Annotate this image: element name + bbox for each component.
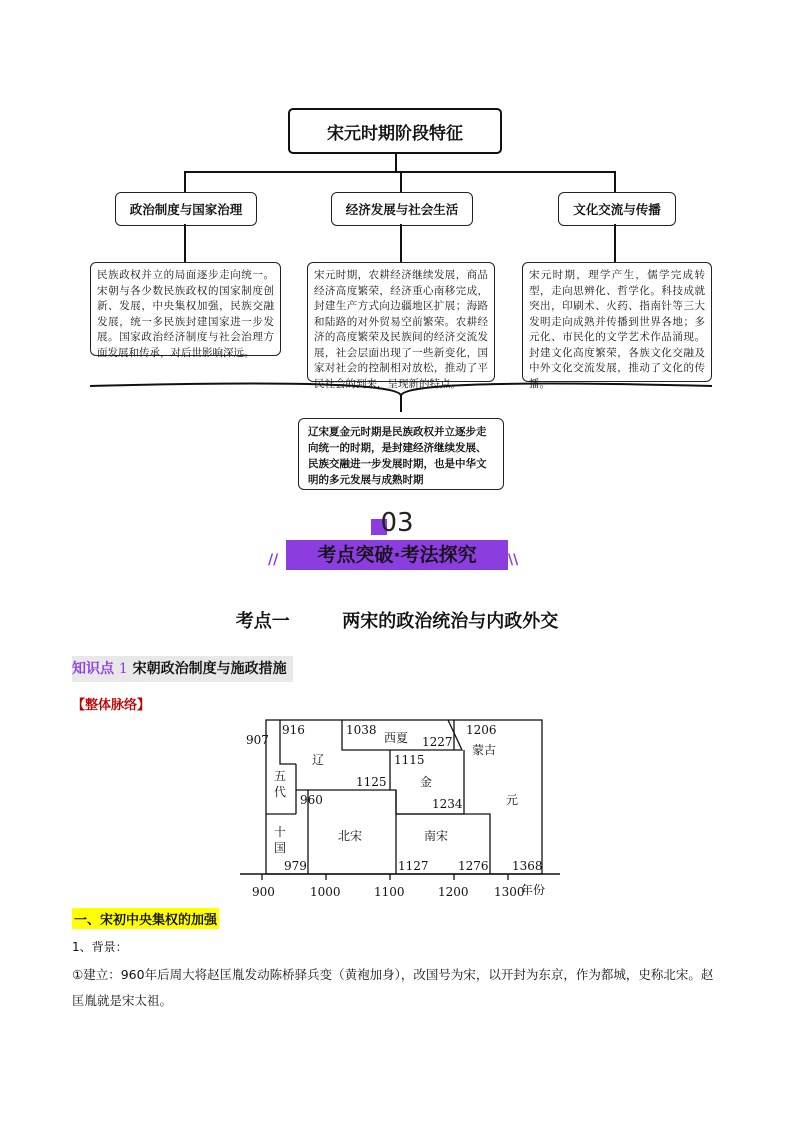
desc-culture: 宋元时期，理学产生，儒学完成转型，走向思辨化、哲学化。科技成就突出，印刷术、火药、指南针等三大发明走向成熟并传播到世界各地；多元化、市民化的文学艺术作品涌现。封建文化高度繁荣，各族文化交融及中外文化交流发展，推动了文化的传播。 [522, 262, 712, 382]
year-907: 907 [246, 733, 269, 747]
tick-label-1200: 1200 [438, 885, 469, 899]
year-916: 916 [282, 723, 305, 737]
connector [614, 171, 616, 192]
tick-label-1100: 1100 [374, 885, 405, 899]
banner-slash-left: // [268, 552, 279, 568]
tick-label-1000: 1000 [310, 885, 341, 899]
tick-label-900: 900 [252, 885, 275, 899]
branch-culture: 文化交流与传播 [558, 192, 676, 226]
year-979: 979 [284, 859, 307, 873]
region-nansong: 南宋 [424, 829, 449, 843]
region-jin: 金 [420, 775, 433, 789]
zhengti-label: 【整体脉络】 [72, 698, 151, 713]
section1-paragraph: ①建立：960年后周大将赵匡胤发动陈桥驿兵变（黄袍加身），改国号为宋，以开封为东京，作为都城，史称北宋。赵匡胤就是宋太祖。 [72, 967, 714, 1008]
region-menggu: 蒙古 [472, 743, 497, 757]
region-shiguo-1: 十 [274, 825, 287, 839]
kaodian-heading [0, 607, 794, 633]
kaodian-label: 考点一 [235, 611, 290, 632]
year-1127: 1127 [398, 859, 429, 873]
connector [184, 224, 186, 262]
kaodian-title: 两宋的政治统治与内政外交 [342, 611, 559, 632]
year-1038: 1038 [346, 723, 377, 737]
region-liao: 辽 [312, 753, 325, 767]
year-1227: 1227 [422, 735, 453, 749]
axis-unit: 年份 [521, 883, 546, 897]
connector [614, 224, 616, 262]
year-960: 960 [300, 793, 323, 807]
year-1234: 1234 [432, 797, 463, 811]
connector [184, 171, 186, 192]
region-beisong: 北宋 [338, 829, 363, 843]
tick-label-1300: 1300 [494, 885, 525, 899]
connector [395, 154, 397, 172]
region-yuan: 元 [506, 793, 519, 807]
brace-connector [88, 380, 714, 414]
region-shiguo-2: 国 [274, 841, 287, 855]
year-1206: 1206 [466, 723, 497, 737]
section1-heading: 一、宋初中央集权的加强 [72, 908, 219, 929]
desc-economy: 宋元时期，农耕经济继续发展，商品经济高度繁荣，经济重心南移完成，封建生产方式向边疆地区扩展；海路和陆路的对外贸易空前繁荣。农耕经济的高度繁荣及民族间的经济交流发展，社会层面出现了一些新变化，国家对社会的控制相对放松，推动了平民社会的到来，呈现新的特点。 [307, 262, 495, 382]
banner-slash-right: \\ [508, 552, 519, 568]
region-wudai-1: 五 [274, 769, 287, 783]
banner-title: 考点突破·考法探究 [317, 544, 477, 566]
zhishidian-heading [72, 656, 293, 682]
connector [400, 224, 402, 262]
region-xixia: 西夏 [384, 731, 409, 745]
branch-economy: 经济发展与社会生活 [331, 192, 473, 226]
year-1125: 1125 [356, 775, 387, 789]
year-1276: 1276 [458, 859, 489, 873]
region-wudai-2: 代 [274, 785, 287, 799]
zhishidian-label: 知识点 [72, 661, 114, 677]
section-number: 03 [380, 508, 414, 538]
branch-politics: 政治制度与国家治理 [115, 192, 257, 226]
connector [400, 171, 402, 192]
zhishidian-num: 1 [118, 661, 128, 677]
mindmap-title: 宋元时期阶段特征 [288, 108, 502, 154]
zhishidian-title: 宋朝政治制度与施政措施 [132, 661, 287, 677]
dynasty-timeline [240, 718, 560, 902]
section1-background: 1、背景： [72, 940, 128, 954]
desc-politics: 民族政权并立的局面逐步走向统一。宋朝与各少数民族政权的国家制度创新、发展，中央集权加强，民族交融发展，统一多民族封建国家进一步发展。国家政治经济制度与社会治理方面发展和传承，对后世影响深远。 [90, 262, 281, 356]
year-1115: 1115 [394, 753, 425, 767]
summary-box: 辽宋夏金元时期是民族政权并立逐步走向统一的时期，是封建经济继续发展、民族交融进一步发展时期，也是中华文明的多元发展与成熟时期 [298, 418, 504, 490]
year-1368: 1368 [512, 859, 543, 873]
